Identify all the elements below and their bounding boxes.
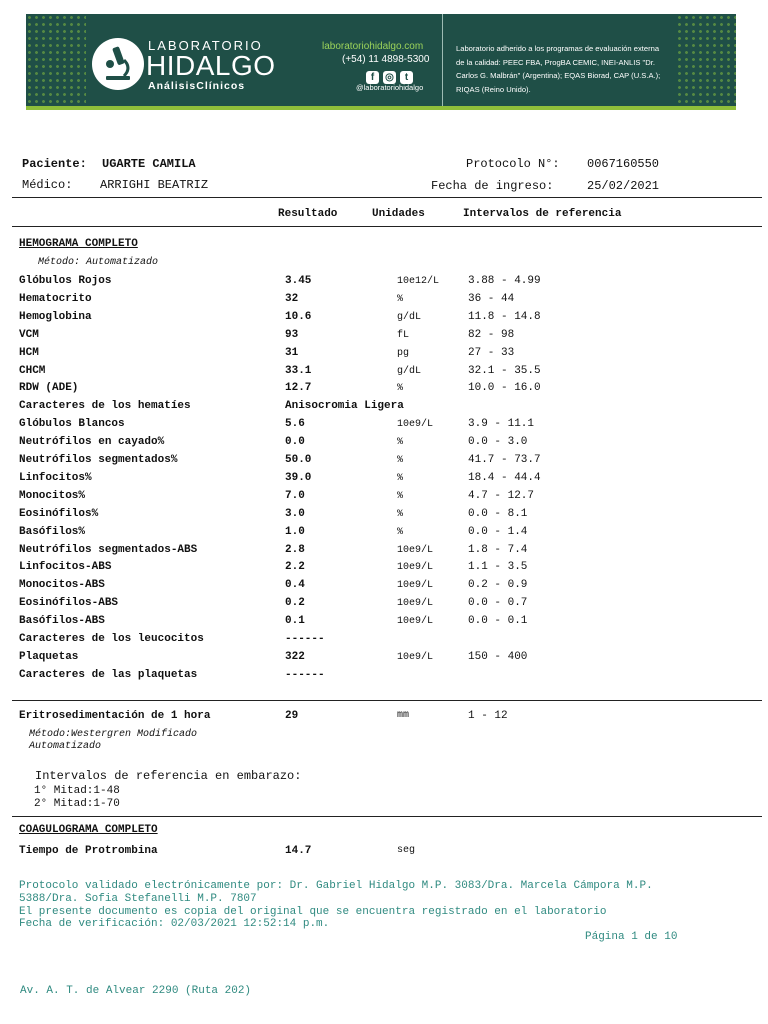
test-name: Eosinófilos% xyxy=(19,508,99,520)
eritro-method-1: Método:Westergren Modificado xyxy=(29,729,198,740)
eritro-method-2: Automatizado xyxy=(29,741,102,752)
test-reference: 10.0 - 16.0 xyxy=(468,382,541,394)
test-result: 2.2 xyxy=(285,561,305,573)
test-unit: pg xyxy=(397,348,410,359)
test-reference: 18.4 - 44.4 xyxy=(468,472,541,484)
test-result: 93 xyxy=(285,329,299,341)
test-name: RDW (ADE) xyxy=(19,382,79,394)
admission-date: 25/02/2021 xyxy=(587,179,660,193)
test-unit: % xyxy=(397,509,404,520)
test-unit: % xyxy=(397,455,404,466)
columns-rule xyxy=(12,226,762,227)
test-name: Caracteres de las plaquetas xyxy=(19,669,198,681)
eritro-result: 29 xyxy=(285,710,299,722)
col-reference: Intervalos de referencia xyxy=(463,208,622,220)
test-reference: 41.7 - 73.7 xyxy=(468,454,541,466)
test-unit: % xyxy=(397,294,404,305)
brand-name: HIDALGO xyxy=(146,50,276,81)
twitter-icon[interactable]: t xyxy=(400,71,413,84)
test-name: Eosinófilos-ABS xyxy=(19,597,119,609)
test-result: 10.6 xyxy=(285,311,312,323)
header-banner xyxy=(26,14,736,110)
test-unit: % xyxy=(397,383,404,394)
test-unit: % xyxy=(397,527,404,538)
test-unit: fL xyxy=(397,330,410,341)
protrombina-unit: seg xyxy=(397,845,416,856)
col-units: Unidades xyxy=(372,208,425,220)
method-hemograma: Método: Automatizado xyxy=(38,257,159,268)
page-number: Página 1 de 10 xyxy=(585,931,678,943)
test-name: Plaquetas xyxy=(19,651,79,663)
accreditation-text: Laboratorio adherido a los programas de evaluación externa de la calidad: PEEC FBA, ProgBA CEMIC, INEI-ANLIS "Dr. Carlos G. Malbrán" (Argentina); EQAS Biorad, CAP (U.S.A.); RIQAS (Reino Unido). xyxy=(456,44,661,94)
test-reference: 3.88 - 4.99 xyxy=(468,275,541,287)
test-reference: 32.1 - 35.5 xyxy=(468,365,541,377)
phone-number: (+54) 11 4898-5300 xyxy=(342,54,430,65)
hemograma-end-rule xyxy=(12,700,762,701)
test-result: ------ xyxy=(285,633,325,645)
test-name: Caracteres de los leucocitos xyxy=(19,633,204,645)
test-name: HCM xyxy=(19,347,39,359)
section-title-hemograma: HEMOGRAMA COMPLETO xyxy=(19,238,138,250)
test-result: 0.1 xyxy=(285,615,305,627)
protrombina-name: Tiempo de Protrombina xyxy=(19,845,158,857)
test-unit: g/dL xyxy=(397,366,422,377)
test-result: 0.2 xyxy=(285,597,305,609)
test-result: Anisocromia Ligera xyxy=(285,400,404,412)
lab-address: Av. A. T. de Alvear 2290 (Ruta 202) xyxy=(20,985,252,997)
banner-divider xyxy=(442,14,443,106)
test-name: Monocitos% xyxy=(19,490,86,502)
pregnancy-ref-2: 2° Mitad:1-70 xyxy=(34,798,120,810)
test-unit: % xyxy=(397,437,404,448)
social-handle: @laboratoriohidalgo xyxy=(356,83,424,92)
eritro-name: Eritrosedimentación de 1 hora xyxy=(19,710,211,722)
test-reference: 82 - 98 xyxy=(468,329,515,341)
dot-pattern-right xyxy=(676,14,736,106)
test-reference: 0.0 - 3.0 xyxy=(468,436,528,448)
pregnancy-ref-title: Intervalos de referencia en embarazo: xyxy=(35,769,302,783)
test-result: 50.0 xyxy=(285,454,312,466)
test-unit: 10e9/L xyxy=(397,598,434,609)
test-name: VCM xyxy=(19,329,39,341)
col-result: Resultado xyxy=(278,208,338,220)
test-unit: 10e9/L xyxy=(397,580,434,591)
test-reference: 0.0 - 8.1 xyxy=(468,508,528,520)
protocol-label: Protocolo N°: xyxy=(466,157,560,171)
test-name: Linfocitos-ABS xyxy=(19,561,112,573)
test-reference: 0.0 - 1.4 xyxy=(468,526,528,538)
test-unit: 10e9/L xyxy=(397,652,434,663)
test-result: 33.1 xyxy=(285,365,312,377)
test-unit: 10e9/L xyxy=(397,562,434,573)
test-name: Linfocitos% xyxy=(19,472,92,484)
test-unit: % xyxy=(397,491,404,502)
test-unit: g/dL xyxy=(397,312,422,323)
test-reference: 11.8 - 14.8 xyxy=(468,311,541,323)
test-result: 0.4 xyxy=(285,579,305,591)
test-reference: 27 - 33 xyxy=(468,347,515,359)
test-result: 12.7 xyxy=(285,382,312,394)
doctor-label: Médico: xyxy=(22,178,73,192)
test-result: 7.0 xyxy=(285,490,305,502)
test-name: Monocitos-ABS xyxy=(19,579,105,591)
test-result: 39.0 xyxy=(285,472,312,484)
test-result: 31 xyxy=(285,347,299,359)
website-link[interactable]: laboratoriohidalgo.com xyxy=(322,41,424,52)
header-rule xyxy=(12,197,762,198)
test-result: 32 xyxy=(285,293,299,305)
test-unit: 10e9/L xyxy=(397,545,434,556)
patient-label: Paciente: xyxy=(22,157,87,171)
banner-accent-stripe xyxy=(26,106,736,110)
eritro-unit: mm xyxy=(397,710,410,721)
test-name: Glóbulos Rojos xyxy=(19,275,112,287)
facebook-icon[interactable]: f xyxy=(366,71,379,84)
copy-note: El presente documento es copia del original que se encuentra registrado en el laboratorio xyxy=(19,906,607,918)
date-label: Fecha de ingreso: xyxy=(431,179,554,193)
test-reference: 1.1 - 3.5 xyxy=(468,561,528,573)
test-unit: 10e9/L xyxy=(397,419,434,430)
test-result: 1.0 xyxy=(285,526,305,538)
test-name: Neutrófilos en cayado% xyxy=(19,436,165,448)
test-result: 322 xyxy=(285,651,305,663)
brand-subtitle: AnálisisClínicos xyxy=(148,80,246,92)
test-reference: 0.2 - 0.9 xyxy=(468,579,528,591)
test-reference: 3.9 - 11.1 xyxy=(468,418,535,430)
test-reference: 36 - 44 xyxy=(468,293,515,305)
validation-line-2: 5388/Dra. Sofia Stefanelli M.P. 7807 xyxy=(19,893,257,905)
test-reference: 4.7 - 12.7 xyxy=(468,490,535,502)
verification-date: Fecha de verificación: 02/03/2021 12:52:14 p.m. xyxy=(19,918,330,930)
test-name: Caracteres de los hematíes xyxy=(19,400,191,412)
test-name: Basófilos-ABS xyxy=(19,615,105,627)
test-name: Hematocrito xyxy=(19,293,92,305)
test-name: Neutrófilos segmentados% xyxy=(19,454,178,466)
section-title-coagulograma: COAGULOGRAMA COMPLETO xyxy=(19,824,158,836)
test-name: Basófilos% xyxy=(19,526,86,538)
brand-top: LABORATORIO xyxy=(148,38,263,53)
eritro-ref: 1 - 12 xyxy=(468,710,508,722)
test-result: 3.45 xyxy=(285,275,312,287)
test-reference: 0.0 - 0.7 xyxy=(468,597,528,609)
validation-line-1: Protocolo validado electrónicamente por: Dr. Gabriel Hidalgo M.P. 3083/Dra. Marcela Cámpora M.P. xyxy=(19,880,653,892)
pregnancy-ref-1: 1° Mitad:1-48 xyxy=(34,785,120,797)
test-reference: 1.8 - 7.4 xyxy=(468,544,528,556)
test-result: 0.0 xyxy=(285,436,305,448)
protrombina-result: 14.7 xyxy=(285,845,312,857)
microscope-icon xyxy=(92,38,144,90)
instagram-icon[interactable]: ◎ xyxy=(383,71,396,84)
test-result: ------ xyxy=(285,669,325,681)
test-name: CHCM xyxy=(19,365,46,377)
patient-name: UGARTE CAMILA xyxy=(102,157,196,171)
test-unit: 10e12/L xyxy=(397,276,440,287)
test-name: Glóbulos Blancos xyxy=(19,418,125,430)
test-name: Neutrófilos segmentados-ABS xyxy=(19,544,198,556)
test-result: 2.8 xyxy=(285,544,305,556)
test-unit: 10e9/L xyxy=(397,616,434,627)
eritro-end-rule xyxy=(12,816,762,817)
test-result: 3.0 xyxy=(285,508,305,520)
dot-pattern-left xyxy=(26,14,86,106)
test-reference: 0.0 - 0.1 xyxy=(468,615,528,627)
test-reference: 150 - 400 xyxy=(468,651,528,663)
test-result: 5.6 xyxy=(285,418,305,430)
test-unit: % xyxy=(397,473,404,484)
test-name: Hemoglobina xyxy=(19,311,92,323)
protocol-number: 0067160550 xyxy=(587,157,660,171)
doctor-name: ARRIGHI BEATRIZ xyxy=(100,178,209,192)
